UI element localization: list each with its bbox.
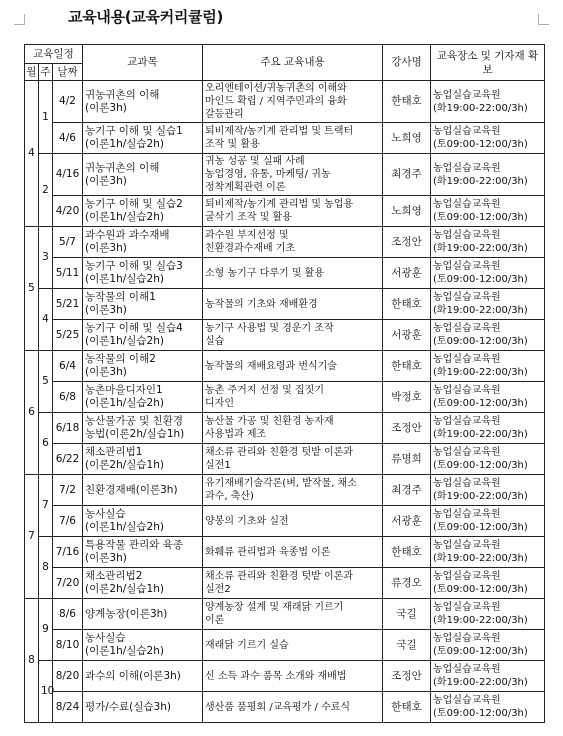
location-cell-line: 농업실습교육원 xyxy=(433,261,501,272)
subject-cell xyxy=(83,506,203,537)
subject-cell xyxy=(83,692,203,723)
content-cell-line: 정착계획관련 이론 xyxy=(205,182,286,193)
content-cell-line: 사용법과 제조 xyxy=(205,429,267,440)
content-cell-line: 퇴비제작/농기계 관리법 및 농업용 xyxy=(205,199,354,210)
location-cell-line: 농업실습교육원 xyxy=(433,230,501,241)
table-row xyxy=(25,123,545,154)
content-cell xyxy=(203,382,383,413)
content-cell xyxy=(203,599,383,630)
location-cell-line: 농업실습교육원 xyxy=(433,478,501,489)
teacher-cell: 조정안 xyxy=(383,413,431,444)
table-row xyxy=(25,258,545,289)
week-cell: 8 xyxy=(39,537,53,599)
content-cell-line: 생산품 품평회 /교육평가 / 수료식 xyxy=(205,701,351,713)
content-cell xyxy=(203,661,383,692)
content-cell-line: 유기재배기술각론(벼, 밭작물, 채소 xyxy=(205,478,357,489)
location-cell-line: (화19:00-22:00/3h) xyxy=(433,429,528,440)
teacher-cell: 박정호 xyxy=(383,382,431,413)
location-cell xyxy=(431,154,545,196)
location-cell xyxy=(431,568,545,599)
location-cell xyxy=(431,692,545,723)
content-cell xyxy=(203,537,383,568)
date-cell: 6/4 xyxy=(53,351,83,382)
location-cell-line: 농업실습교육원 xyxy=(433,633,501,644)
subject-cell xyxy=(83,196,203,227)
teacher-cell: 서광훈 xyxy=(383,320,431,351)
month-cell: 6 xyxy=(25,351,39,475)
subject-cell-line: 농기구 이해 및 실습1 xyxy=(85,125,183,137)
month-cell: 5 xyxy=(25,227,39,351)
content-cell xyxy=(203,81,383,123)
location-cell-line: (토09:00-12:00/3h) xyxy=(433,336,528,347)
week-cell: 1 xyxy=(39,81,53,154)
table-row xyxy=(25,630,545,661)
teacher-cell: 국길 xyxy=(383,630,431,661)
month-cell: 8 xyxy=(25,599,39,723)
location-cell-line: 농업실습교육원 xyxy=(433,354,501,365)
subject-cell-line: (이론1h/실습2h) xyxy=(85,273,164,285)
content-cell-line: 실전2 xyxy=(205,584,231,595)
subject-cell xyxy=(83,289,203,320)
content-cell-line: 농작물의 재배요령과 번식기술 xyxy=(205,360,337,372)
content-cell xyxy=(203,630,383,661)
location-cell xyxy=(431,81,545,123)
location-cell-line: 농업실습교육원 xyxy=(433,162,501,174)
content-cell-line: 과수, 축산) xyxy=(205,491,254,502)
header-teacher: 강사명 xyxy=(383,45,431,81)
week-cell: 9 xyxy=(39,599,53,661)
subject-cell xyxy=(83,537,203,568)
subject-cell-line: 농작물의 이해1 xyxy=(85,291,156,303)
header-week: 주 xyxy=(39,64,53,81)
content-cell xyxy=(203,320,383,351)
subject-cell-line: (이론1h/실습2h) xyxy=(85,521,164,533)
location-cell xyxy=(431,630,545,661)
subject-cell xyxy=(83,258,203,289)
teacher-cell: 한태호 xyxy=(383,692,431,723)
location-cell-line: 농업실습교육원 xyxy=(433,695,501,706)
subject-cell-line: (이론2h/실습1h) xyxy=(85,459,164,471)
date-cell: 6/18 xyxy=(53,413,83,444)
location-cell-line: 농업실습교육원 xyxy=(433,89,501,101)
date-cell: 8/6 xyxy=(53,599,83,630)
location-cell-line: (화19:00-22:00/3h) xyxy=(433,367,528,378)
subject-cell xyxy=(83,475,203,506)
location-cell-line: 농업실습교육원 xyxy=(433,447,501,458)
location-cell-line: 농업실습교육원 xyxy=(433,540,501,551)
header-row xyxy=(25,45,545,64)
curriculum-table xyxy=(24,44,545,723)
content-cell-line: 굴삭기 조작 및 활용 xyxy=(205,212,292,223)
subject-cell-line: (이론3h) xyxy=(85,242,127,254)
date-cell: 4/20 xyxy=(53,196,83,227)
subject-cell-line: 농사실습 xyxy=(85,632,126,644)
location-cell-line: (토09:00-12:00/3h) xyxy=(433,139,528,150)
table-row xyxy=(25,692,545,723)
date-cell: 6/22 xyxy=(53,444,83,475)
location-cell xyxy=(431,413,545,444)
subject-cell-line: (이론1h/실습2h) xyxy=(85,397,164,409)
subject-cell xyxy=(83,630,203,661)
location-cell-line: (토09:00-12:00/3h) xyxy=(433,584,528,595)
week-cell: 6 xyxy=(39,413,53,475)
teacher-cell: 조정안 xyxy=(383,227,431,258)
location-cell-line: (화19:00-22:00/3h) xyxy=(433,677,528,688)
table-row xyxy=(25,568,545,599)
subject-cell-line: (이론3h) xyxy=(85,552,127,564)
table-row xyxy=(25,475,545,506)
location-cell-line: (화19:00-22:00/3h) xyxy=(433,305,528,316)
week-cell: 2 xyxy=(39,154,53,227)
page-corner-mark-right xyxy=(538,14,549,25)
subject-cell-line: 과수의 이해(이론3h) xyxy=(85,669,181,682)
content-cell-line: 농촌 주거지 선정 및 집짓기 xyxy=(205,385,324,396)
location-cell xyxy=(431,599,545,630)
location-cell-line: (화19:00-22:00/3h) xyxy=(433,102,528,114)
date-cell: 5/25 xyxy=(53,320,83,351)
location-cell-line: (토09:00-12:00/3h) xyxy=(433,212,528,223)
week-cell: 10 xyxy=(39,661,53,723)
content-cell-line: 실전1 xyxy=(205,460,231,471)
location-cell xyxy=(431,320,545,351)
location-cell-line: (토09:00-12:00/3h) xyxy=(433,460,528,471)
teacher-cell: 한태호 xyxy=(383,289,431,320)
date-cell: 4/16 xyxy=(53,154,83,196)
location-cell-line: (토09:00-12:00/3h) xyxy=(433,274,528,285)
date-cell: 5/11 xyxy=(53,258,83,289)
table-row xyxy=(25,351,545,382)
location-cell-line: (토09:00-12:00/3h) xyxy=(433,522,528,533)
content-cell xyxy=(203,444,383,475)
subject-cell-line: (이론1h/실습2h) xyxy=(85,138,164,150)
location-cell xyxy=(431,382,545,413)
content-cell-line: 농산물 가공 및 친환경 농자재 xyxy=(205,416,334,427)
week-cell: 4 xyxy=(39,289,53,351)
table-row xyxy=(25,289,545,320)
subject-cell-line: 농작물의 이해2 xyxy=(85,353,156,365)
subject-cell xyxy=(83,444,203,475)
subject-cell-line: 농산물가공 및 친환경 xyxy=(85,415,183,427)
teacher-cell: 류명희 xyxy=(383,444,431,475)
subject-cell-line: 농사실습 xyxy=(85,508,126,520)
content-cell-line: 화훼류 관리법과 육종법 이론 xyxy=(205,546,331,558)
content-cell xyxy=(203,227,383,258)
date-cell: 7/2 xyxy=(53,475,83,506)
date-cell: 8/24 xyxy=(53,692,83,723)
location-cell xyxy=(431,537,545,568)
content-cell xyxy=(203,154,383,196)
subject-cell xyxy=(83,227,203,258)
subject-cell xyxy=(83,154,203,196)
subject-cell xyxy=(83,123,203,154)
subject-cell-line: (이론3h) xyxy=(85,366,127,378)
content-cell xyxy=(203,123,383,154)
week-cell: 5 xyxy=(39,351,53,413)
subject-cell-line: 과수원과 과수재배 xyxy=(85,229,170,241)
location-cell xyxy=(431,196,545,227)
content-cell-line: 농기구 사용법 및 경운기 조작 xyxy=(205,323,334,334)
document-title: 교육내용(교육커리큘럼) xyxy=(68,8,224,26)
teacher-cell: 국길 xyxy=(383,599,431,630)
location-cell xyxy=(431,351,545,382)
date-cell: 5/7 xyxy=(53,227,83,258)
date-cell: 7/20 xyxy=(53,568,83,599)
table-row xyxy=(25,506,545,537)
table-row xyxy=(25,227,545,258)
subject-cell-line: 농법(이론2h/실습1h) xyxy=(85,428,185,440)
date-cell: 4/2 xyxy=(53,81,83,123)
date-cell: 7/6 xyxy=(53,506,83,537)
month-cell: 4 xyxy=(25,81,39,227)
location-cell-line: 농업실습교육원 xyxy=(433,509,501,520)
teacher-cell: 노희영 xyxy=(383,196,431,227)
location-cell-line: (토09:00-12:00/3h) xyxy=(433,646,528,657)
subject-cell xyxy=(83,568,203,599)
location-cell-line: 농업실습교육원 xyxy=(433,664,501,675)
content-cell xyxy=(203,568,383,599)
content-cell-line: 귀농 성공 및 실패 사례 xyxy=(205,156,305,167)
location-cell-line: (화19:00-22:00/3h) xyxy=(433,491,528,502)
teacher-cell: 조정안 xyxy=(383,661,431,692)
subject-cell-line: (이론3h) xyxy=(85,101,127,114)
week-cell: 3 xyxy=(39,227,53,289)
teacher-cell: 노희영 xyxy=(383,123,431,154)
header-month: 월 xyxy=(25,64,39,81)
content-cell xyxy=(203,258,383,289)
header-schedule: 교육일정 xyxy=(25,45,83,64)
teacher-cell: 한태호 xyxy=(383,537,431,568)
teacher-cell: 서광훈 xyxy=(383,258,431,289)
teacher-cell: 한태호 xyxy=(383,351,431,382)
content-cell xyxy=(203,506,383,537)
location-cell xyxy=(431,506,545,537)
content-cell-line: 채소류 관리와 친환경 텃밭 이론과 xyxy=(205,447,353,458)
subject-cell xyxy=(83,81,203,123)
location-cell-line: 농업실습교육원 xyxy=(433,126,501,137)
location-cell-line: 농업실습교육원 xyxy=(433,571,501,582)
subject-cell-line: 귀농귀촌의 이해 xyxy=(85,161,160,174)
content-cell-line: 실습 xyxy=(205,336,225,347)
content-cell-line: 이론 xyxy=(205,615,225,626)
location-cell xyxy=(431,123,545,154)
location-cell xyxy=(431,444,545,475)
table-row xyxy=(25,382,545,413)
content-cell xyxy=(203,413,383,444)
content-cell-line: 친환경과수재배 기초 xyxy=(205,243,296,254)
subject-cell xyxy=(83,599,203,630)
content-cell-line: 디자인 xyxy=(205,398,234,409)
location-cell-line: 농업실습교육원 xyxy=(433,416,501,427)
date-cell: 5/21 xyxy=(53,289,83,320)
subject-cell-line: 귀농귀촌의 이해 xyxy=(85,88,160,101)
subject-cell-line: 농촌마을디자인1 xyxy=(85,384,163,396)
content-cell-line: 오리엔테이션/귀농귀촌의 이해와 xyxy=(205,83,347,94)
subject-cell xyxy=(83,382,203,413)
subject-cell-line: 양계농장(이론3h) xyxy=(85,607,168,620)
teacher-cell: 한태호 xyxy=(383,81,431,123)
content-cell xyxy=(203,475,383,506)
content-cell-line: 갈등관리 xyxy=(205,109,244,120)
subject-cell-line: 평가/수료(실습3h) xyxy=(85,700,171,713)
location-cell-line: 농업실습교육원 xyxy=(433,323,501,334)
location-cell-line: (화19:00-22:00/3h) xyxy=(433,553,528,564)
subject-cell-line: (이론1h/실습2h) xyxy=(85,211,164,223)
date-cell: 7/16 xyxy=(53,537,83,568)
content-cell-line: 양계농장 설계 및 재래닭 기르기 xyxy=(205,602,344,613)
table-row xyxy=(25,599,545,630)
table-row xyxy=(25,196,545,227)
location-cell xyxy=(431,475,545,506)
subject-cell-line: 채소관리법1 xyxy=(85,446,143,458)
teacher-cell: 최경주 xyxy=(383,154,431,196)
location-cell-line: 농업실습교육원 xyxy=(433,385,501,396)
table-row xyxy=(25,444,545,475)
location-cell-line: 농업실습교육원 xyxy=(433,199,501,210)
header-content: 주요 교육내용 xyxy=(203,45,383,81)
subject-cell xyxy=(83,661,203,692)
month-cell: 7 xyxy=(25,475,39,599)
date-cell: 8/20 xyxy=(53,661,83,692)
content-cell-line: 조작 및 활용 xyxy=(205,139,260,150)
date-cell: 6/8 xyxy=(53,382,83,413)
page-corner-mark-left xyxy=(14,14,25,25)
location-cell-line: (토09:00-12:00/3h) xyxy=(433,708,528,719)
location-cell xyxy=(431,289,545,320)
subject-cell-line: (이론1h/실습2h) xyxy=(85,645,164,657)
content-cell-line: 마인드 확립 / 지역주민과의 융화 xyxy=(205,96,347,107)
subject-cell xyxy=(83,413,203,444)
content-cell-line: 양봉의 기초와 실전 xyxy=(205,515,289,527)
subject-cell-line: 농기구 이해 및 실습3 xyxy=(85,260,183,272)
header-date: 날짜 xyxy=(53,64,83,81)
content-cell-line: 채소류 관리와 친환경 텃밭 이론과 xyxy=(205,571,353,582)
table-row xyxy=(25,413,545,444)
teacher-cell: 서광훈 xyxy=(383,506,431,537)
content-cell xyxy=(203,289,383,320)
content-cell-line: 퇴비제작/농기계 관리법 및 트랙터 xyxy=(205,126,354,137)
location-cell-line: (화19:00-22:00/3h) xyxy=(433,175,528,187)
subject-cell-line: 친환경재배(이론3h) xyxy=(85,483,178,496)
content-cell-line: 농작물의 기초와 재배환경 xyxy=(205,298,318,310)
content-cell-line: 과수원 부지선정 및 xyxy=(205,230,289,241)
subject-cell-line: (이론2h/실습1h) xyxy=(85,583,164,595)
content-cell-line: 신 소득 과수 품목 소개와 재배법 xyxy=(205,670,347,682)
subject-cell-line: 농기구 이해 및 실습4 xyxy=(85,322,183,334)
subject-cell xyxy=(83,320,203,351)
content-cell-line: 소형 농기구 다루기 및 활용 xyxy=(205,267,324,279)
header-location: 교육장소 및 기자재 확보 xyxy=(431,45,545,81)
table-row xyxy=(25,661,545,692)
location-cell xyxy=(431,661,545,692)
subject-cell-line: (이론1h/실습2h) xyxy=(85,335,164,347)
content-cell-line: 재래닭 기르기 실습 xyxy=(205,639,289,651)
content-cell xyxy=(203,196,383,227)
subject-cell-line: 특용작물 관리와 육종 xyxy=(85,539,183,551)
teacher-cell: 최경주 xyxy=(383,475,431,506)
subject-cell xyxy=(83,351,203,382)
location-cell-line: 농업실습교육원 xyxy=(433,602,501,613)
location-cell-line: (화19:00-22:00/3h) xyxy=(433,243,528,254)
week-cell: 7 xyxy=(39,475,53,537)
table-row xyxy=(25,320,545,351)
location-cell-line: (토09:00-12:00/3h) xyxy=(433,398,528,409)
table-row xyxy=(25,154,545,196)
subject-cell-line: (이론3h) xyxy=(85,304,127,316)
content-cell xyxy=(203,692,383,723)
content-cell xyxy=(203,351,383,382)
location-cell-line: (화19:00-22:00/3h) xyxy=(433,615,528,626)
subject-cell-line: 채소관리법2 xyxy=(85,570,143,582)
table-row xyxy=(25,81,545,123)
location-cell xyxy=(431,227,545,258)
location-cell-line: 농업실습교육원 xyxy=(433,292,501,303)
curriculum-body xyxy=(25,81,545,723)
location-cell xyxy=(431,258,545,289)
date-cell: 4/6 xyxy=(53,123,83,154)
table-row xyxy=(25,537,545,568)
header-subject: 교과목 xyxy=(83,45,203,81)
content-cell-line: 농업경영, 유통, 마케팅/ 귀농 xyxy=(205,169,331,180)
teacher-cell: 류경오 xyxy=(383,568,431,599)
date-cell: 8/10 xyxy=(53,630,83,661)
subject-cell-line: (이론3h) xyxy=(85,174,127,187)
subject-cell-line: 농기구 이해 및 실습2 xyxy=(85,198,183,210)
